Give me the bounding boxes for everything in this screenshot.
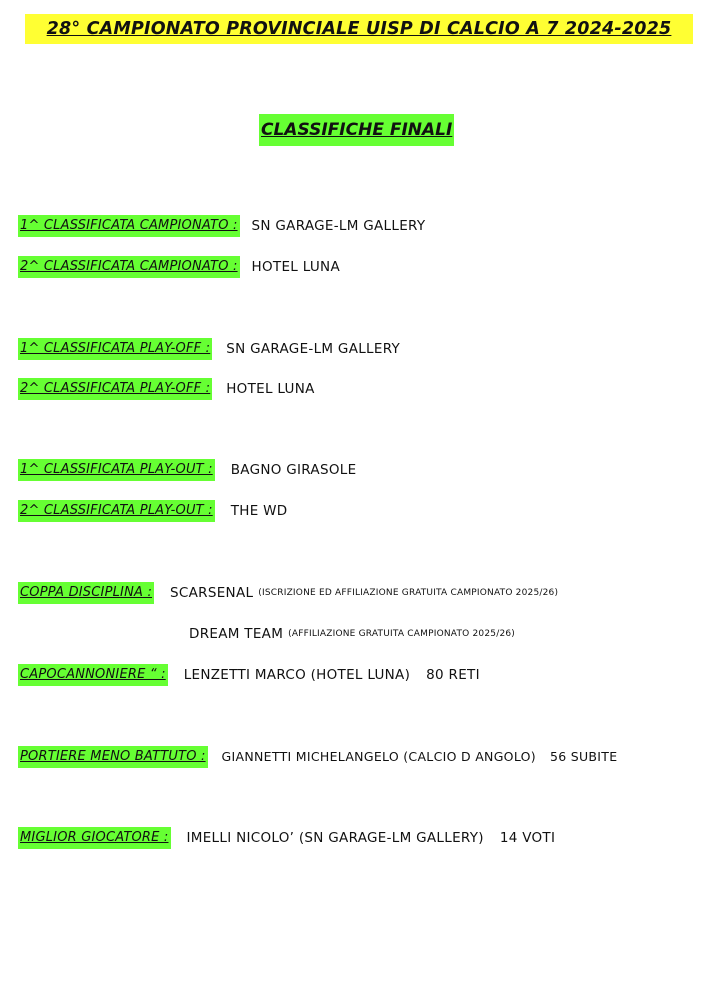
campionato-second-label: 2^ CLASSIFICATA CAMPIONATO : (18, 256, 240, 278)
playout-second-label: 2^ CLASSIFICATA PLAY-OUT : (18, 500, 215, 522)
playoff-first-value: SN GARAGE-LM GALLERY (226, 341, 401, 357)
portiere-row (18, 746, 617, 768)
campionato-second-value: HOTEL LUNA (251, 259, 340, 275)
miglior-giocatore-row (18, 827, 555, 849)
miglior-giocatore-value: IMELLI NICOLO’ (SN GARAGE-LM GALLERY) (186, 830, 484, 846)
campionato-second-row (18, 256, 340, 278)
playoff-first-label: 1^ CLASSIFICATA PLAY-OFF : (18, 338, 212, 360)
capocannoniere-value: LENZETTI MARCO (HOTEL LUNA) (183, 667, 411, 683)
playout-second-row (18, 500, 287, 522)
capocannoniere-goals: 80 RETI (426, 667, 480, 683)
playoff-second-label: 2^ CLASSIFICATA PLAY-OFF : (18, 378, 212, 400)
coppa-first-note: (ISCRIZIONE ED AFFILIAZIONE GRATUITA CAMPIONATO 2025/26) (258, 588, 559, 598)
playout-first-row (18, 459, 356, 481)
miglior-giocatore-votes: 14 VOTI (499, 830, 556, 846)
playout-second-value: THE WD (230, 503, 288, 519)
coppa-second-team: DREAM TEAM (189, 626, 284, 642)
section-title: CLASSIFICHE FINALI (259, 114, 454, 146)
portiere-value: GIANNETTI MICHELANGELO (CALCIO D ANGOLO) (221, 749, 536, 764)
coppa-disciplina-label: COPPA DISCIPLINA : (18, 582, 154, 604)
miglior-giocatore-label: MIGLIOR GIOCATORE : (18, 827, 171, 849)
capocannoniere-row (18, 664, 480, 686)
document-title: 28° CAMPIONATO PROVINCIALE UISP DI CALCIO A 7 2024-2025 (25, 14, 693, 44)
playoff-second-value: HOTEL LUNA (226, 381, 315, 397)
playoff-first-row (18, 338, 400, 360)
playout-first-value: BAGNO GIRASOLE (230, 462, 357, 478)
playoff-second-row (18, 378, 315, 400)
coppa-second-row (189, 623, 515, 645)
capocannoniere-label: CAPOCANNONIERE “ : (18, 664, 168, 686)
campionato-first-label: 1^ CLASSIFICATA CAMPIONATO : (18, 215, 240, 237)
coppa-second-note: (AFFILIAZIONE GRATUITA CAMPIONATO 2025/26) (288, 629, 516, 639)
portiere-conceded: 56 SUBITE (549, 749, 618, 764)
portiere-label: PORTIERE MENO BATTUTO : (18, 746, 208, 768)
campionato-first-value: SN GARAGE-LM GALLERY (251, 218, 426, 234)
coppa-disciplina-row (18, 582, 558, 604)
coppa-first-team: SCARSENAL (170, 585, 254, 601)
playout-first-label: 1^ CLASSIFICATA PLAY-OUT : (18, 459, 215, 481)
campionato-first-row (18, 215, 425, 237)
